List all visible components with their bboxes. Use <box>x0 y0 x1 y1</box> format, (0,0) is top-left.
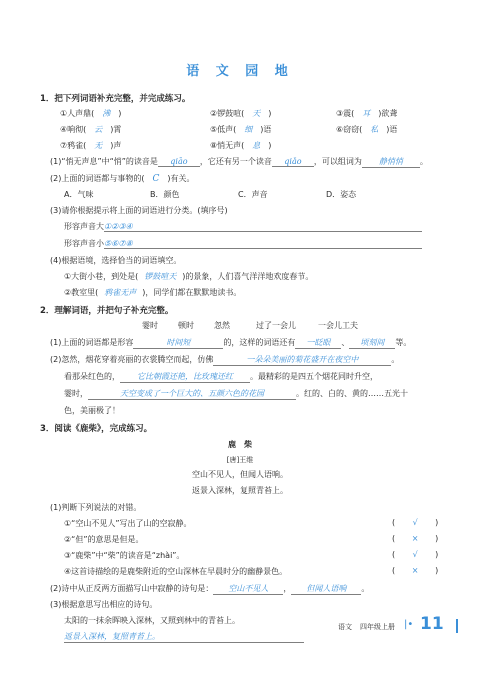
page-title: 语 文 园 地 <box>186 64 294 79</box>
q2-sub1: (1)上面的词语都是形容 时间短 的，这样的词语还有 一眨眼 、 顷刻间 等。 <box>50 338 412 347</box>
q1-item: ⑧悄无声( 息 ) <box>210 141 272 150</box>
q1-item: ③震( 耳 )欲聋 <box>336 109 398 118</box>
q2-heading: 2．理解词语，并把句子补充完整。 <box>40 306 174 316</box>
q1-item: ⑥窃窃( 私 )语 <box>336 125 398 134</box>
q1-classify-big: 形容声音大①②③④ <box>64 221 422 232</box>
q1-item: ④响彻( 云 )霄 <box>60 125 122 134</box>
q2-sub2-line2: 看那朵红色的， 它比朝霞还艳，比玫瑰还红 。最精彩的是四五个烟花同时升空， <box>64 372 378 381</box>
q1-sub4-1: ①大街小巷，到处是( 锣鼓喧天 )的景象，人们喜气洋洋地欢度春节。 <box>64 272 314 281</box>
judge-statement: ①“空山不见人”写出了山的空寂静。 <box>64 519 192 528</box>
poem-author: [唐]王维 <box>226 456 254 464</box>
q1-classify-small: 形容声音小⑤⑥⑦⑧ <box>64 238 422 249</box>
q3-meaning: 太阳的一抹余晖映入深林，又照到林中的青苔上。 <box>64 616 240 625</box>
q3-sub3: (3)根据意思写出相应的诗句。 <box>50 600 158 609</box>
page-separator-icon: |• <box>404 619 414 630</box>
page-number: 11 <box>420 614 444 634</box>
q3-answer-line: 返景入深林，复照青苔上。 <box>64 631 304 643</box>
q2-word: 过了一会儿 <box>256 321 296 330</box>
q2-sub2-line3: 霎时， 天空变成了一个巨大的、五颜六色的花园 。红的、白的、黄的……五光十 <box>64 389 408 398</box>
q2-word: 顿时 <box>178 321 194 330</box>
judge-mark: ( × ) <box>392 534 439 543</box>
q2-word: 霎时 <box>142 321 158 330</box>
q1-sub2: (2)上面的词语都与事物的( C )有关。 <box>50 174 195 184</box>
footer-subject: 语文 <box>338 623 352 631</box>
judge-mark: ( × ) <box>392 566 439 575</box>
q1-option: A．气味 <box>64 190 94 199</box>
q3-heading: 3．阅读《鹿柴》，完成练习。 <box>40 424 153 434</box>
judge-mark: ( √ ) <box>392 550 439 559</box>
q1-item: ⑦鸦雀( 无 )声 <box>60 141 122 150</box>
q1-item: ⑤低声( 细 )语 <box>210 125 272 134</box>
poem-line: 返景入深林，复照青苔上。 <box>192 486 288 495</box>
q1-sub4: (4)根据语境，选择恰当的词语填空。 <box>50 256 182 265</box>
poem-line: 空山不见人，但闻人语响。 <box>192 470 288 479</box>
poem-title: 鹿 柴 <box>228 440 252 449</box>
q1-item: ②锣鼓喧( 天 ) <box>210 109 272 118</box>
judge-statement: ④这首诗描绘的是鹿柴附近的空山深林在早晨时分的幽静景色。 <box>64 567 288 576</box>
footer-grade: 四年级上册 <box>360 623 395 631</box>
q2-sub2-line1: (2)忽然，烟花穿着亮丽的衣裳腾空而起，仿佛 一朵朵美丽的菊花盛开在夜空中 。 <box>50 355 400 364</box>
q1-option: B．颜色 <box>150 190 180 199</box>
q2-word: 一会儿工夫 <box>318 321 358 330</box>
q1-item: ①人声鼎( 沸 ) <box>60 109 122 118</box>
judge-mark: ( √ ) <box>392 518 439 527</box>
q3-sub1: (1)判断下列说法的对错。 <box>50 503 142 512</box>
judge-statement: ②“但”的意思是但是。 <box>64 535 144 544</box>
q1-sub3: (3)请你根据提示将上面的词语进行分类。(填序号) <box>50 206 228 215</box>
q1-option: D．姿态 <box>326 190 357 199</box>
footer-bar <box>456 619 458 633</box>
q1-sub1: (1)“悄无声息”中“悄”的读音是 qiāo ，它还有另一个读音 qiǎo ，可以组词为 静悄悄 。 <box>50 157 428 166</box>
q3-sub2: (2)诗中从正反两方面描写山中寂静的诗句是： 空山不见人 ， 但闻人语响 。 <box>50 584 370 593</box>
q1-heading: 1．把下列词语补充完整，并完成练习。 <box>40 94 191 104</box>
judge-statement: ③“鹿柴”中“柴”的读音是“zhài”。 <box>64 551 185 560</box>
q2-word: 忽然 <box>214 321 230 330</box>
q1-option: C．声音 <box>238 190 268 199</box>
q1-sub4-2: ②教室里( 鸦雀无声 )，同学们都在默默地读书。 <box>64 288 242 297</box>
q2-sub2-line4: 色，美丽极了！ <box>64 406 120 415</box>
